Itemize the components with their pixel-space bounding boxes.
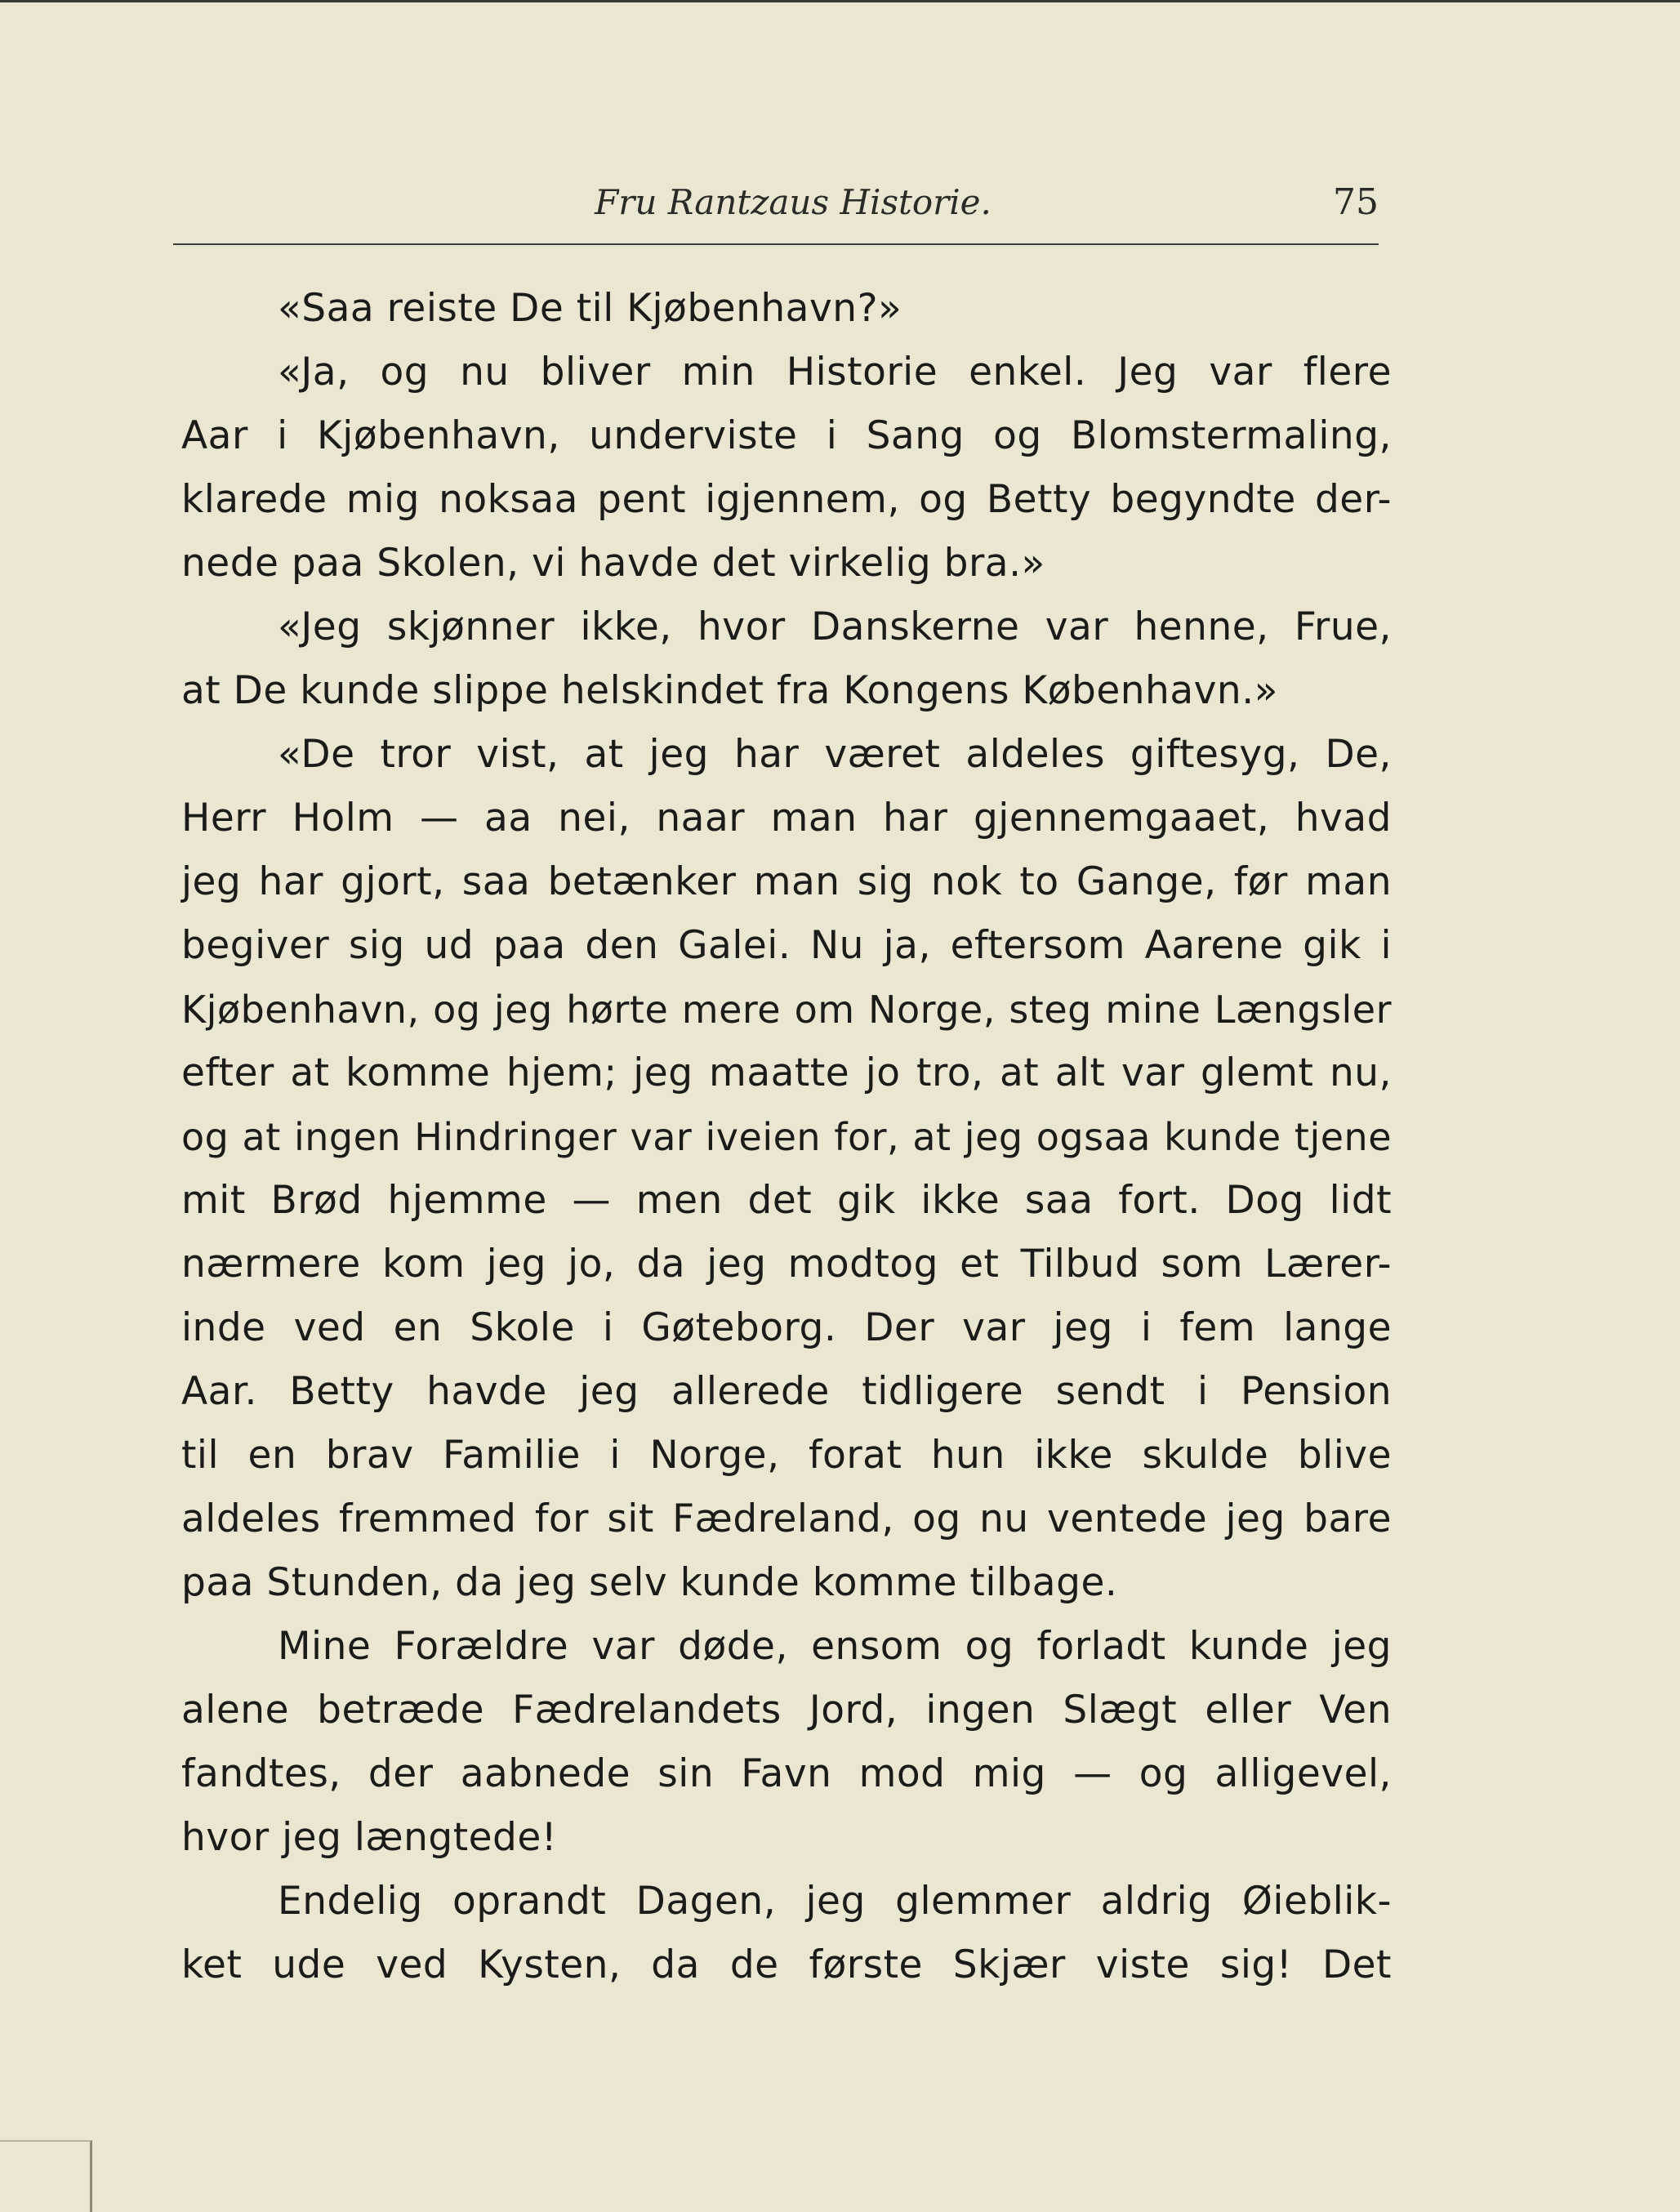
header-rule (173, 243, 1379, 245)
text-line: alene betræde Fædrelandets Jord, ingen Slægt eller Ven (181, 1688, 1392, 1733)
text-line: aldeles fremmed for sit Fædreland, og nu ventede jeg bare (181, 1496, 1392, 1541)
text-line: at De kunde slippe helskindet fra Kongens København.» (181, 668, 1278, 713)
text-line: mit Brød hjemme — men det gik ikke saa fort. Dog lidt (181, 1178, 1392, 1223)
text-line: Kjøbenhavn, og jeg hørte mere om Norge, steg mine Længsler (181, 988, 1392, 1032)
text-line: «De tror vist, at jeg har været aldeles giftesyg, De, (278, 732, 1392, 777)
text-line: «Jeg skjønner ikke, hvor Danskerne var henne, Frue, (278, 604, 1392, 649)
text-line: Mine Forældre var døde, ensom og forladt kunde jeg (278, 1624, 1392, 1669)
text-line: paa Stunden, da jeg selv kunde komme tilbage. (181, 1560, 1118, 1605)
text-line: Herr Holm — aa nei, naar man har gjennemgaaet, hvad (181, 796, 1392, 841)
text-line: klarede mig noksaa pent igjennem, og Betty begyndte der- (181, 477, 1392, 522)
text-line: jeg har gjort, saa betænker man sig nok to Gange, før man (181, 859, 1392, 904)
text-line: nede paa Skolen, vi havde det virkelig bra.» (181, 541, 1045, 586)
text-line: «Saa reiste De til Kjøbenhavn?» (278, 286, 902, 331)
running-title: Fru Rantzaus Historie. (595, 182, 992, 222)
page-number: 75 (1333, 181, 1379, 223)
text-line: ket ude ved Kysten, da de første Skjær viste sig! Det (181, 1942, 1392, 1987)
scan-top-edge (0, 0, 1680, 2)
text-line: til en brav Familie i Norge, forat hun ikke skulde blive (181, 1433, 1392, 1478)
text-line: efter at komme hjem; jeg maatte jo tro, at alt var glemt nu, (181, 1050, 1392, 1095)
text-line: Endelig oprandt Dagen, jeg glemmer aldrig Øieblik- (278, 1879, 1392, 1924)
text-line: hvor jeg længtede! (181, 1815, 558, 1860)
text-line: nærmere kom jeg jo, da jeg modtog et Tilbud som Lærer- (181, 1242, 1392, 1287)
body-text (181, 277, 1392, 1997)
text-line: «Ja, og nu bliver min Historie enkel. Jeg var flere (278, 350, 1392, 395)
running-head (175, 178, 1379, 235)
text-line: og at ingen Hindringer var iveien for, at jeg ogsaa kunde tjene (181, 1115, 1392, 1159)
scan-corner-mark (0, 2140, 92, 2212)
text-line: Aar. Betty havde jeg allerede tidligere sendt i Pension (181, 1369, 1392, 1414)
text-line: begiver sig ud paa den Galei. Nu ja, eftersom Aarene gik i (181, 923, 1392, 968)
text-line: inde ved en Skole i Gøteborg. Der var jeg i fem lange (181, 1305, 1392, 1350)
text-line: fandtes, der aabnede sin Favn mod mig — og alligevel, (181, 1751, 1392, 1796)
text-line: Aar i Kjøbenhavn, underviste i Sang og Blomstermaling, (181, 413, 1392, 458)
